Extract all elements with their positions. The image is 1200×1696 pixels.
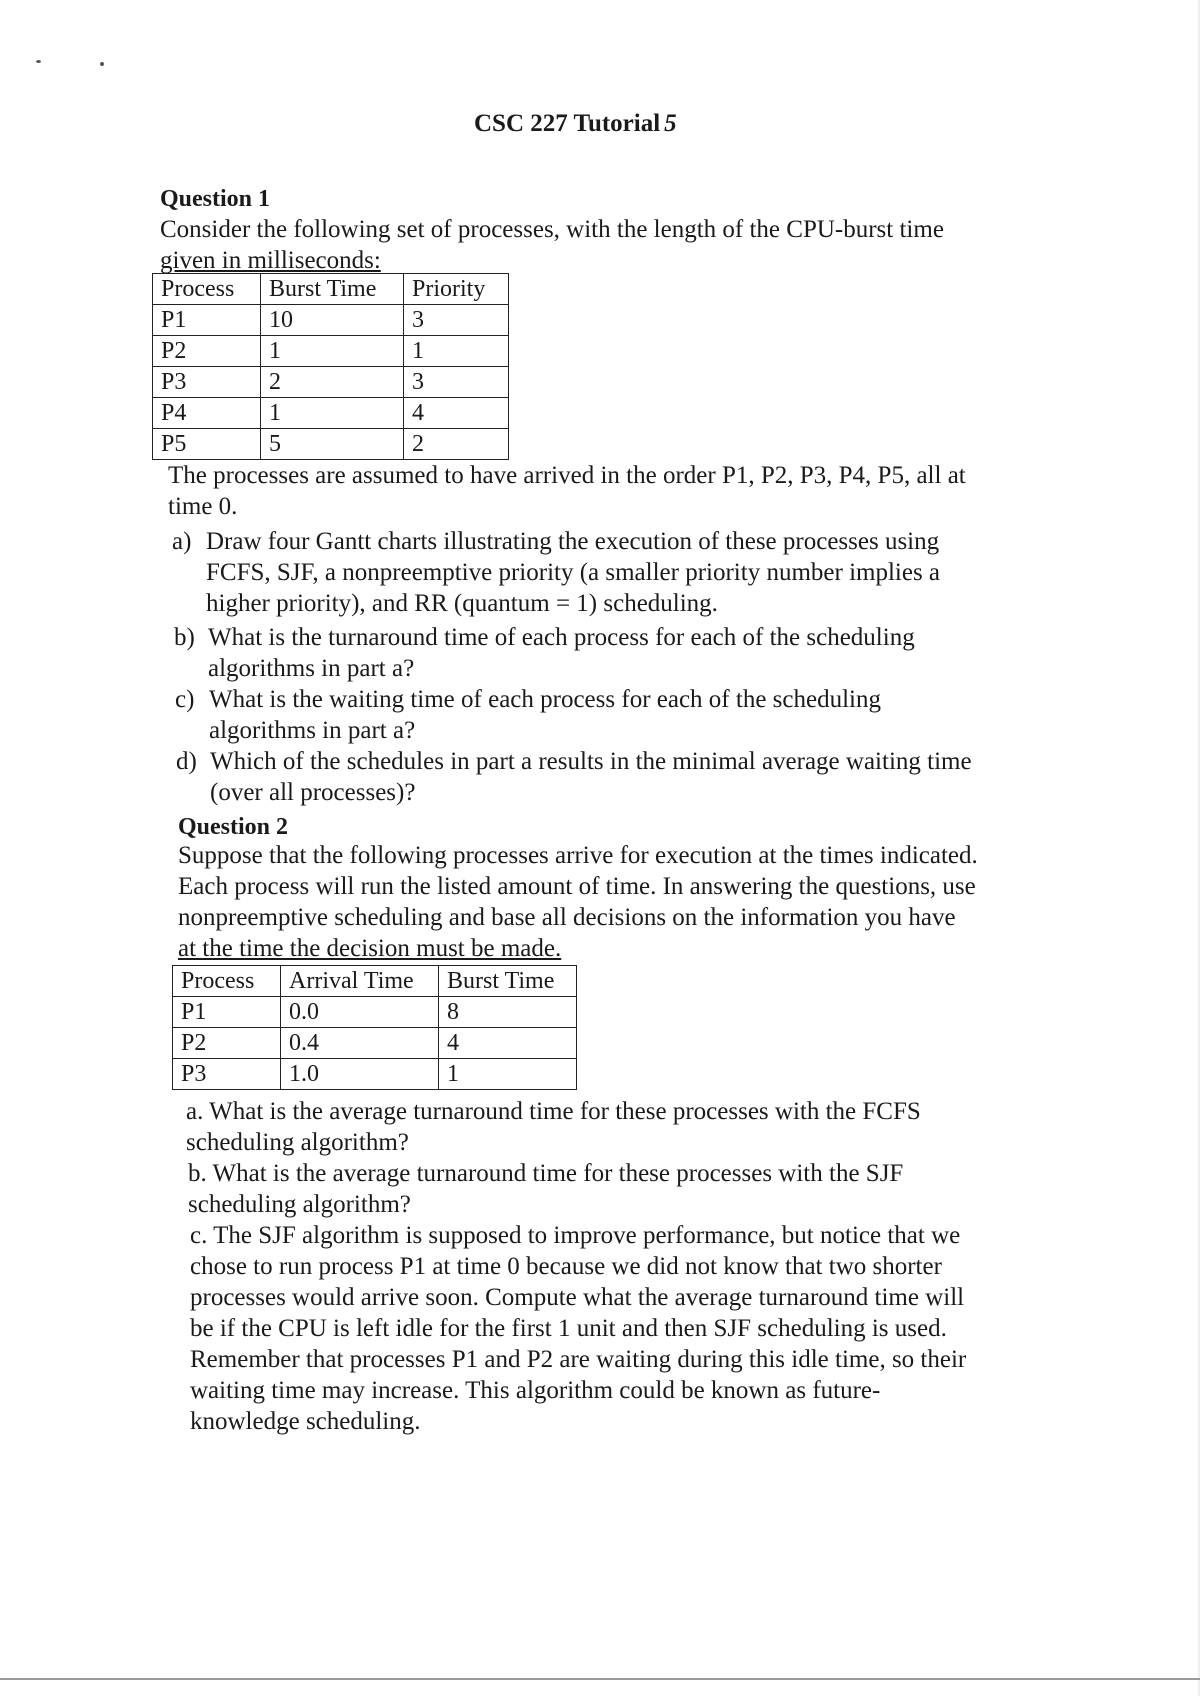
question2-process-table xyxy=(172,965,577,1090)
text-line: given in milliseconds: xyxy=(160,247,381,274)
table-cell: P3 xyxy=(153,367,261,398)
item-label: c) xyxy=(175,686,195,713)
table-cell: 1 xyxy=(261,398,404,429)
table-cell: 1 xyxy=(261,336,404,367)
table-header-cell: Arrival Time xyxy=(281,966,439,997)
table-header-row xyxy=(153,274,509,305)
text-line: knowledge scheduling. xyxy=(190,1408,421,1435)
question1-item-a xyxy=(172,526,940,619)
table-row xyxy=(153,305,509,336)
text-line: FCFS, SJF, a nonpreemptive priority (a smaller priority number implies a xyxy=(206,559,941,586)
table-row xyxy=(153,429,509,460)
table-row xyxy=(173,997,577,1028)
question1-process-table xyxy=(152,273,509,460)
table-cell: P2 xyxy=(153,336,261,367)
question2-item-a xyxy=(186,1096,921,1158)
text-line: Suppose that the following processes arrive for execution at the times indicated. xyxy=(178,842,978,869)
table-header-cell: Burst Time xyxy=(439,966,577,997)
text-line: higher priority), and RR (quantum = 1) scheduling. xyxy=(206,590,718,617)
scan-edge-bottom xyxy=(0,1678,1200,1680)
table-cell: 0.4 xyxy=(281,1028,439,1059)
question2-item-c xyxy=(190,1220,966,1437)
text-line: scheduling algorithm? xyxy=(188,1191,411,1218)
table-cell: 1 xyxy=(404,336,509,367)
question2-intro xyxy=(178,840,978,964)
table-cell: 4 xyxy=(439,1028,577,1059)
question1-item-b xyxy=(174,622,915,684)
table-header-cell: Burst Time xyxy=(261,274,404,305)
question1-arrival-note xyxy=(168,460,966,522)
table-cell: 10 xyxy=(261,305,404,336)
table-row xyxy=(153,398,509,429)
table-cell: 1 xyxy=(439,1059,577,1090)
text-line: scheduling algorithm? xyxy=(186,1129,409,1156)
text-line: a. What is the average turnaround time for these processes with the FCFS xyxy=(186,1098,921,1125)
table-cell: 0.0 xyxy=(281,997,439,1028)
text-line: Remember that processes P1 and P2 are waiting during this idle time, so their xyxy=(190,1346,967,1373)
question1-heading: Question 1 xyxy=(160,186,271,212)
table-header-cell: Process xyxy=(173,966,281,997)
text-line: at the time the decision must be made. xyxy=(178,935,562,962)
question1-item-c xyxy=(175,684,881,746)
table-header-cell: Process xyxy=(153,274,261,305)
table-cell: P3 xyxy=(173,1059,281,1090)
text-line: Which of the schedules in part a results in the minimal average waiting time xyxy=(210,748,972,775)
item-label: a) xyxy=(172,528,192,555)
item-label: b) xyxy=(174,624,195,651)
title-text: CSC 227 Tutorial xyxy=(474,110,661,137)
text-line: The processes are assumed to have arrived in the order P1, P2, P3, P4, P5, all at xyxy=(168,462,966,489)
scan-speck xyxy=(100,62,104,66)
question2-heading: Question 2 xyxy=(178,814,289,840)
text-line: time 0. xyxy=(168,493,238,520)
text-line: be if the CPU is left idle for the first 1 unit and then SJF scheduling is used. xyxy=(190,1315,947,1342)
table-cell: P1 xyxy=(173,997,281,1028)
text-line: (over all processes)? xyxy=(210,779,416,806)
item-label: d) xyxy=(176,748,197,775)
text-line: What is the waiting time of each process for each of the scheduling xyxy=(209,686,881,713)
table-cell: 4 xyxy=(404,398,509,429)
text-line: c. The SJF algorithm is supposed to improve performance, but notice that we xyxy=(190,1222,961,1249)
table-cell: P2 xyxy=(173,1028,281,1059)
text-line: algorithms in part a? xyxy=(209,717,416,744)
table-cell: 3 xyxy=(404,367,509,398)
table-cell: 2 xyxy=(404,429,509,460)
table-header-row xyxy=(173,966,577,997)
table-row xyxy=(173,1028,577,1059)
text-line: Each process will run the listed amount of time. In answering the questions, use xyxy=(178,873,976,900)
text-line: nonpreemptive scheduling and base all decisions on the information you have xyxy=(178,904,956,931)
text-line: b. What is the average turnaround time for these processes with the SJF xyxy=(188,1160,904,1187)
text-line: Consider the following set of processes, with the length of the CPU-burst time xyxy=(160,216,944,243)
page-title xyxy=(474,110,677,138)
table-row xyxy=(173,1059,577,1090)
text-line: algorithms in part a? xyxy=(208,655,415,682)
table-row xyxy=(153,336,509,367)
text-line: Draw four Gantt charts illustrating the execution of these processes using xyxy=(206,528,940,555)
question2-item-b xyxy=(188,1158,903,1220)
text-line: processes would arrive soon. Compute what the average turnaround time will xyxy=(190,1284,965,1311)
tutorial-number: 5 xyxy=(664,110,677,137)
text-line: chose to run process P1 at time 0 because we did not know that two shorter xyxy=(190,1253,942,1280)
table-cell: 2 xyxy=(261,367,404,398)
table-cell: P1 xyxy=(153,305,261,336)
table-cell: P5 xyxy=(153,429,261,460)
table-header-cell: Priority xyxy=(404,274,509,305)
table-cell: 5 xyxy=(261,429,404,460)
table-cell: 1.0 xyxy=(281,1059,439,1090)
scan-speck xyxy=(36,60,41,63)
table-cell: 8 xyxy=(439,997,577,1028)
question1-intro xyxy=(160,214,944,276)
question1-item-d xyxy=(176,746,972,808)
text-line: waiting time may increase. This algorithm could be known as future- xyxy=(190,1377,881,1404)
table-cell: 3 xyxy=(404,305,509,336)
text-line: What is the turnaround time of each process for each of the scheduling xyxy=(208,624,915,651)
table-cell: P4 xyxy=(153,398,261,429)
table-row xyxy=(153,367,509,398)
